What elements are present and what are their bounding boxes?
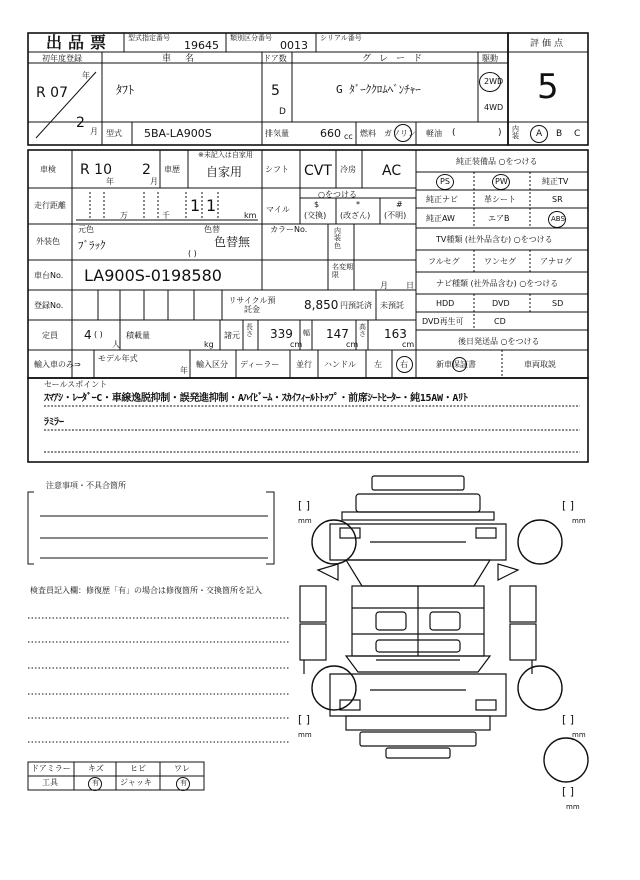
tire-fr-unit: mm	[572, 517, 586, 525]
handle-label: ハンドル	[324, 360, 356, 369]
equip-airbag[interactable]: エアB	[488, 214, 510, 223]
chassis-label: 車台No.	[34, 271, 64, 280]
legend-crack: ヒビ	[130, 764, 146, 773]
shift-value[interactable]: CVT	[304, 163, 332, 179]
ext-color-label: 外装色	[36, 237, 60, 246]
tire-spare-unit: mm	[566, 803, 580, 811]
eval-label: 評価点	[530, 39, 567, 49]
mile-label[interactable]: マイル	[266, 205, 290, 214]
shift-label: シフト	[265, 165, 289, 174]
displacement-unit: cc	[344, 132, 353, 141]
name-change-day: 日	[406, 281, 414, 290]
drive-2wd-circle	[479, 72, 504, 92]
length-value[interactable]: 339	[270, 327, 293, 341]
navi-dvd[interactable]: DVD	[492, 299, 510, 308]
inspection-era[interactable]: R 10	[80, 162, 112, 178]
equip-sr[interactable]: SR	[552, 195, 563, 204]
page-title: 出品票	[46, 33, 113, 52]
first-reg-label: 初年度登録	[42, 54, 82, 63]
interior-c[interactable]: C	[574, 129, 581, 139]
navi-cd[interactable]: CD	[494, 317, 506, 326]
exchange-mark: $	[314, 200, 320, 209]
model-year-unit: 年	[180, 366, 188, 375]
inspector-label: 検査員記入欄：修復歴「有」の場合は修復箇所・交換箇所を記入	[30, 586, 262, 595]
later-warranty-circle	[452, 357, 467, 372]
displacement-value[interactable]: 660	[320, 127, 341, 140]
recycle-label: リサイクル預託金	[228, 296, 276, 315]
tv-analog[interactable]: アナログ	[540, 257, 572, 266]
use-label: 車歴	[164, 165, 180, 174]
parallel-label[interactable]: 並行	[296, 360, 312, 369]
equip-navi[interactable]: 純正ナビ	[426, 195, 458, 204]
drive-2wd[interactable]: 2WD	[484, 77, 504, 86]
car-name[interactable]: ﾀﾌﾄ	[116, 83, 135, 97]
tire-rl-unit: mm	[298, 731, 312, 739]
equip-ps-circle	[436, 174, 454, 190]
model-year-label: モデル年式	[98, 354, 138, 363]
recycle-value[interactable]: 8,850	[304, 298, 339, 312]
ac-value[interactable]: AC	[382, 163, 402, 179]
doors-label: ドア数	[263, 54, 287, 63]
handle-left[interactable]: 左	[374, 360, 382, 369]
capacity-paren: ( )	[94, 330, 103, 339]
doors-value[interactable]: 5	[271, 83, 280, 99]
interior-a[interactable]: A	[536, 129, 543, 139]
orig-color-label: 元色	[78, 225, 94, 234]
tire-spare-bracket[interactable]: [ ]	[562, 785, 575, 798]
interior-a-circle	[530, 125, 548, 143]
repaint-value[interactable]: 色替無	[214, 235, 251, 249]
length-unit: cm	[290, 340, 303, 349]
chassis-value[interactable]: LA900S-0198580	[84, 266, 222, 285]
interior-b[interactable]: B	[556, 129, 563, 139]
type-approval-no[interactable]: 19645	[184, 39, 219, 52]
first-reg-month-unit: 月	[90, 127, 98, 136]
width-value[interactable]: 147	[326, 327, 349, 341]
fuel-gas-circle	[394, 124, 412, 142]
tire-fl-unit: mm	[298, 517, 312, 525]
repaint-paren: ( )	[188, 249, 197, 258]
model-label: 型式	[106, 129, 122, 138]
handle-right-circle	[396, 356, 413, 373]
equipment-title: 純正装備品 ○をつける	[456, 157, 538, 166]
ext-color-value[interactable]: ﾌﾞﾗｯｸ	[78, 239, 106, 252]
mileage-sen: 千	[162, 211, 170, 220]
inspection-year-unit: 年	[106, 177, 114, 186]
legend-door-mirror: ドアミラー	[31, 764, 71, 773]
capacity-unit: 人	[112, 340, 120, 349]
equip-abs-circle	[548, 211, 566, 228]
dims-label: 諸元	[224, 331, 240, 340]
height-unit: cm	[402, 340, 415, 349]
sales-line-1[interactable]: ｽﾏｱｼ・ﾚｰﾀﾞｰC・車線逸脱抑制・誤発進抑制・Aﾊｲﾋﾞｰﾑ・ｽｶｲﾌｨｰﾙﾄﾄｯﾌﾟ・前席ｼｰﾄﾋｰﾀｰ・純15AW・Aﾘﾄ	[44, 393, 468, 404]
color-no-label: カラーNo.	[270, 225, 308, 234]
inspection-month-unit: 月	[150, 177, 158, 186]
legend-tools-mark[interactable]: 有	[92, 779, 99, 787]
repaint-label: 色替	[204, 225, 220, 234]
tire-rr-bracket[interactable]: [ ]	[562, 713, 575, 726]
model-value[interactable]: 5BA-LA900S	[144, 127, 212, 140]
use-note: ※未記入は自家用	[198, 151, 253, 159]
capacity-label: 定員	[42, 331, 58, 340]
legend-jack-circle	[176, 777, 190, 791]
tire-fr-bracket[interactable]: [ ]	[562, 499, 575, 512]
exchange-label[interactable]: (交換)	[304, 211, 327, 220]
tv-type-title: TV種類 (社外品含む) ○をつける	[436, 235, 553, 244]
legend-dent: ワレ	[174, 764, 190, 773]
handle-right[interactable]: 右	[400, 360, 408, 369]
interior-label: 内装	[512, 125, 519, 140]
navi-type-title: ナビ種類 (社外品含む) ○をつける	[436, 279, 559, 288]
first-reg-year-unit: 年	[82, 71, 90, 80]
name-change-month: 月	[380, 281, 388, 290]
fuel-gas[interactable]: ガソリン	[384, 129, 416, 138]
ac-label: 冷房	[340, 165, 356, 174]
mark-label: ○をつける	[318, 190, 357, 199]
class-no[interactable]: 0013	[280, 39, 308, 52]
name-change-label: 名変期限	[332, 263, 353, 279]
later-title: 後日発送品 ○をつける	[458, 337, 540, 346]
int-color-label: 内装色	[334, 227, 341, 250]
import-label: 輸入車のみ⇒	[34, 360, 81, 369]
equip-pw[interactable]: PW	[495, 177, 508, 186]
legend-jack: ジャッキ	[120, 778, 152, 787]
reg-no-label: 登録No.	[34, 301, 64, 310]
sales-label: セールスポイント	[44, 380, 108, 389]
later-manual[interactable]: 車両取説	[524, 360, 556, 369]
tire-fl-bracket[interactable]: [ ]	[298, 499, 311, 512]
equip-abs[interactable]: ABS	[551, 215, 565, 223]
height-value[interactable]: 163	[384, 327, 407, 341]
load-label: 積載量	[126, 331, 150, 340]
unknown-label[interactable]: (不明)	[384, 211, 407, 220]
inspection-label: 車検	[40, 165, 56, 174]
fuel-paren-close: )	[498, 128, 502, 138]
mileage-digit-2[interactable]: 1	[206, 196, 217, 215]
type-approval-label: 型式指定番号	[128, 34, 170, 42]
legend-jack-mark[interactable]: 有	[180, 779, 187, 787]
fuel-diesel[interactable]: 軽油	[426, 129, 442, 138]
navi-sd[interactable]: SD	[552, 299, 564, 308]
recycle-unpaid[interactable]: 未預託	[380, 301, 404, 310]
mileage-unit: km	[244, 211, 257, 220]
load-unit: kg	[204, 340, 214, 349]
navi-hdd[interactable]: HDD	[436, 299, 455, 308]
first-reg-month[interactable]: 2	[76, 115, 85, 131]
legend-scratch: キズ	[88, 764, 104, 773]
mileage-digit-1[interactable]: 1	[190, 196, 201, 215]
doors-type: D	[279, 107, 286, 117]
dealer-label[interactable]: ディーラー	[240, 360, 280, 369]
height-label: 高さ	[359, 323, 366, 339]
import-type-label: 輸入区分	[196, 360, 228, 369]
legend-tools: 工具	[42, 778, 58, 787]
class-label: 類別区分番号	[230, 34, 272, 42]
serial-label: シリアル番号	[320, 34, 362, 42]
tv-full-seg[interactable]: フルセグ	[428, 257, 460, 266]
equip-leather[interactable]: 革シート	[484, 195, 516, 204]
tv-one-seg[interactable]: ワンセグ	[484, 257, 516, 266]
tire-rl-bracket[interactable]: [ ]	[298, 713, 311, 726]
unknown-mark: #	[396, 200, 403, 209]
displacement-label: 排気量	[265, 129, 289, 138]
equip-tv[interactable]: 純正TV	[542, 177, 569, 186]
length-label: 長さ	[246, 323, 253, 339]
width-unit: cm	[346, 340, 359, 349]
tamper-label[interactable]: (改ざん)	[340, 211, 371, 220]
sales-line-2[interactable]: ﾗﾐﾗｰ	[44, 417, 64, 428]
caution-label: 注意事項・不具合箇所	[46, 481, 126, 490]
equip-pw-circle	[492, 174, 510, 190]
use-value[interactable]: 自家用	[206, 165, 243, 179]
grade-label: グレード	[362, 54, 431, 64]
legend-tools-circle	[88, 777, 102, 791]
mileage-label: 走行距離	[34, 201, 66, 210]
later-warranty[interactable]: 新車保証書	[436, 360, 476, 369]
equip-ps[interactable]: PS	[440, 177, 450, 186]
mileage-man: 万	[120, 211, 128, 220]
tire-rr-unit: mm	[572, 731, 586, 739]
eval-score[interactable]: 5	[537, 67, 559, 107]
inspection-month[interactable]: 2	[142, 162, 151, 178]
drive-label: 駆動	[482, 54, 498, 63]
drive-4wd[interactable]: 4WD	[484, 103, 504, 112]
fuel-label: 燃料	[360, 129, 376, 138]
equip-aw[interactable]: 純正AW	[426, 214, 455, 223]
grade-value[interactable]: G ﾀﾞｰｸｸﾛﾑﾍﾞﾝﾁｬｰ	[336, 83, 421, 96]
capacity-value[interactable]: 4	[84, 328, 92, 342]
first-reg-era[interactable]: R 07	[36, 85, 68, 101]
fuel-paren: (	[452, 128, 456, 138]
car-name-label: 車名	[162, 54, 209, 64]
navi-dvd-play[interactable]: DVD再生可	[422, 317, 464, 326]
tamper-mark: *	[356, 200, 360, 209]
width-label: 幅	[303, 329, 310, 337]
recycle-unit: 円預託済	[340, 301, 372, 310]
